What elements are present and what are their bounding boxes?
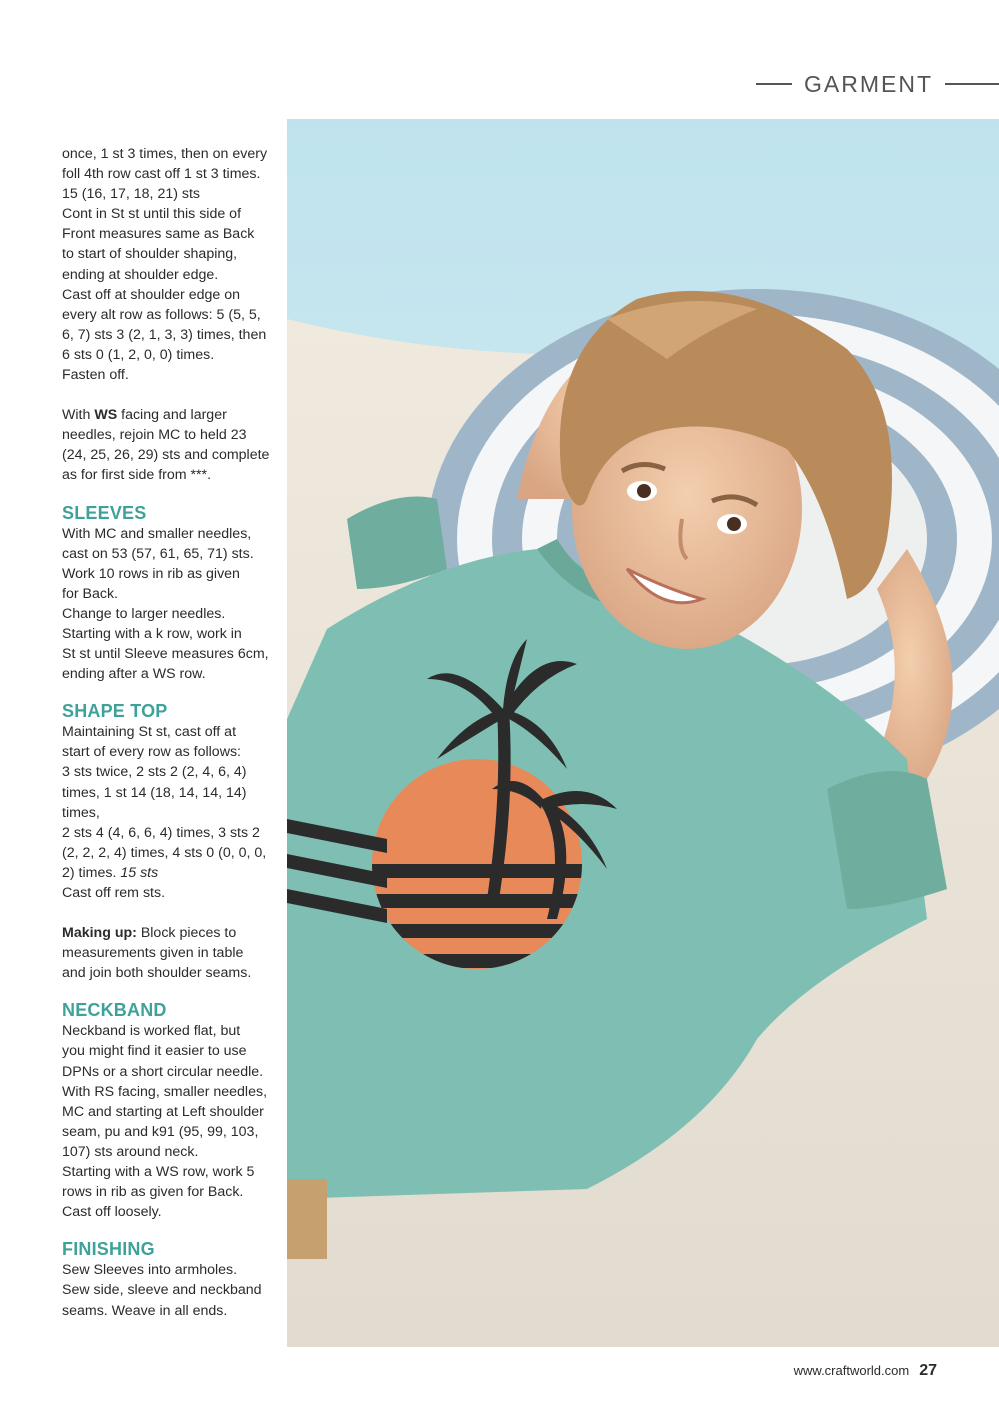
text-line: rows in rib as given for Back. [62, 1184, 244, 1201]
making-up-paragraph [62, 923, 274, 983]
text-line: Starting with a k row, work in [62, 625, 242, 642]
heading-neckband: NECKBAND [62, 1000, 167, 1021]
boy-in-jumper-illustration [287, 119, 999, 1347]
heading-shape-top: SHAPE TOP [62, 701, 168, 722]
garment-photo [287, 119, 999, 1347]
text-line: Front measures same as Back [62, 226, 255, 243]
text-line: Cast off rem sts. [62, 885, 166, 901]
text-line: DPNs or a short circular needle. [62, 1063, 264, 1080]
text-line: ending after a WS row. [62, 666, 206, 683]
section-label: GARMENT [804, 70, 933, 97]
text-line: for Back. [62, 585, 118, 602]
text-line: Change to larger needles. [62, 605, 226, 622]
text-line: St st until Sleeve measures 6cm, [62, 646, 269, 663]
website-url: www.craftworld.com [793, 1363, 910, 1378]
text-line: seam, pu and k91 (95, 99, 103, [62, 1123, 259, 1140]
pattern-text-column [62, 144, 274, 1321]
header-rule-left [756, 83, 792, 85]
text-line: Cast off at shoulder edge on [62, 286, 240, 303]
text-line: foll 4th row cast off 1 st 3 times. [62, 166, 261, 183]
text-line [62, 923, 274, 943]
text-run: With [62, 407, 95, 424]
text-line: MC and starting at Left shoulder [62, 1103, 264, 1120]
text-line: Sew Sleeves into armholes. [62, 1262, 238, 1279]
text-run: facing and larger [117, 407, 227, 424]
text-line: measurements given in table [62, 945, 244, 962]
text-line: Work 10 rows in rib as given [62, 565, 240, 582]
text-line: 6 sts 0 (1, 2, 0, 0) times. [62, 346, 215, 363]
text-line: With RS facing, smaller needles, [62, 1083, 268, 1100]
ws-paragraph [62, 405, 274, 485]
italic-count: 15 sts [120, 864, 159, 881]
neckband-paragraph [62, 1021, 274, 1222]
text-line: cast on 53 (57, 61, 65, 71) sts. [62, 545, 254, 562]
text-line: Cont in St st until this side of [62, 206, 242, 223]
page-footer [794, 1362, 937, 1380]
text-line: (2, 2, 2, 4) times, 4 sts 0 (0, 0, 0, [62, 844, 267, 861]
intro-paragraph [62, 144, 274, 385]
text-line: Cast off loosely. [62, 1204, 162, 1221]
sleeves-paragraph [62, 524, 274, 685]
text-line: 15 (16, 17, 18, 21) sts [62, 186, 201, 203]
text-line [62, 863, 274, 883]
text-line: once, 1 st 3 times, then on every [62, 146, 268, 162]
text-run: Block pieces to [136, 925, 237, 942]
header-rule-right [945, 83, 999, 85]
heading-finishing: FINISHING [62, 1239, 155, 1260]
finishing-paragraph [62, 1260, 274, 1320]
page-number: 27 [919, 1362, 937, 1379]
text-line: 3 sts twice, 2 sts 2 (2, 4, 6, 4) [62, 764, 247, 781]
text-line: needles, rejoin MC to held 23 [62, 427, 247, 444]
text-line: start of every row as follows: [62, 744, 241, 761]
text-line: 107) sts around neck. [62, 1143, 199, 1160]
text-line: 6, 7) sts 3 (2, 1, 3, 3) times, then [62, 326, 267, 343]
text-line: and join both shoulder seams. [62, 965, 252, 982]
section-header [739, 68, 999, 100]
text-line: (24, 25, 26, 29) sts and complete [62, 447, 270, 464]
text-line: seams. Weave in all ends. [62, 1302, 228, 1319]
text-line: With MC and smaller needles, [62, 525, 252, 542]
text-line: ending at shoulder edge. [62, 266, 219, 283]
text-line: Maintaining St st, cast off at [62, 724, 237, 741]
text-line: Neckband is worked flat, but [62, 1023, 241, 1040]
heading-sleeves: SLEEVES [62, 502, 147, 523]
text-line [62, 405, 274, 425]
bold-term: WS [94, 407, 118, 424]
bold-term: Making up: [62, 925, 137, 942]
text-line: Starting with a WS row, work 5 [62, 1164, 255, 1181]
text-line: 2 sts 4 (4, 6, 6, 4) times, 3 sts 2 [62, 824, 260, 841]
shape-top-paragraph [62, 722, 274, 903]
text-run: 2) times. [62, 864, 121, 881]
text-line: Sew side, sleeve and neckband [62, 1282, 262, 1299]
text-line: times, 1 st 14 (18, 14, 14, 14) times, [62, 784, 247, 821]
text-line: you might find it easier to use [62, 1043, 247, 1060]
text-line: as for first side from ***. [62, 467, 212, 484]
text-line: Fasten off. [62, 367, 129, 384]
text-line: every alt row as follows: 5 (5, 5, [62, 306, 261, 323]
text-line: to start of shoulder shaping, [62, 246, 238, 263]
shorts-hint [287, 1179, 327, 1259]
